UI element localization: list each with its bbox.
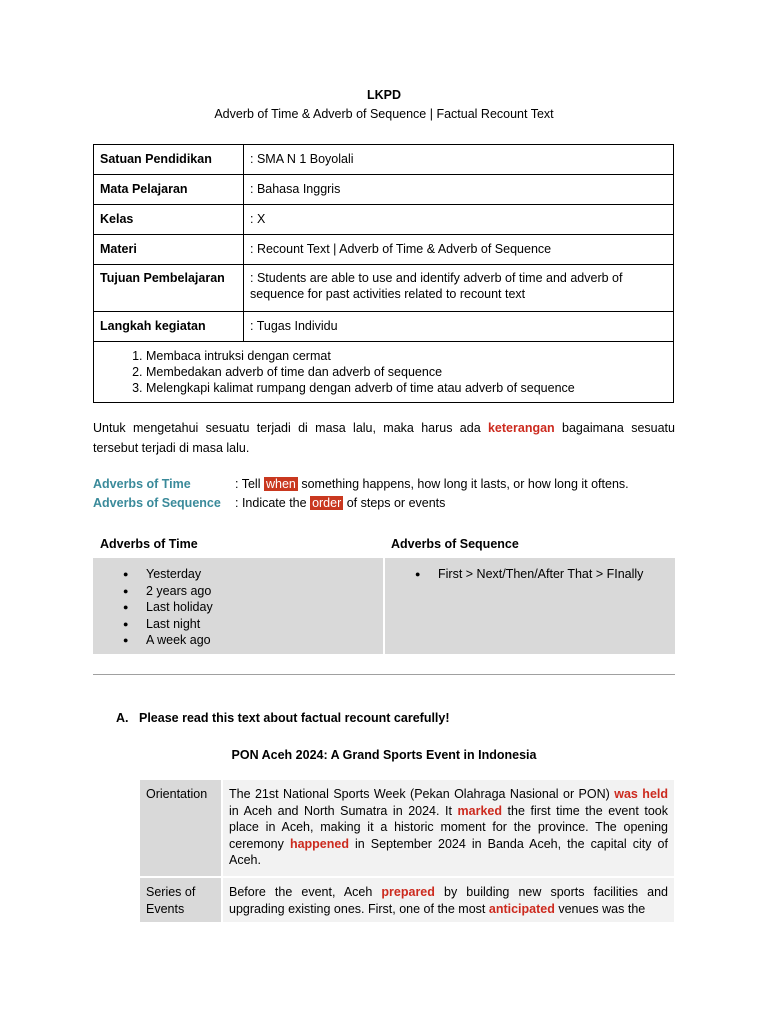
- row-key: Kelas: [94, 205, 244, 235]
- definition-time: [93, 474, 693, 494]
- time-column: [93, 558, 383, 654]
- recount-text: The 21st National Sports Week (Pekan Olahraga Nasional or PON): [229, 787, 610, 801]
- keyword-highlight: order: [312, 496, 342, 510]
- verb-highlight: was held: [614, 787, 669, 801]
- text-title: PON Aceh 2024: A Grand Sports Event in Indonesia: [231, 748, 537, 762]
- verb-highlight: marked: [457, 803, 502, 818]
- list-item: ● Last holiday: [93, 599, 383, 616]
- row-value: : SMA N 1 Boyolali: [244, 145, 674, 175]
- verb-highlight: happened: [289, 836, 349, 851]
- row-value: : Students are able to use and identify adverb of time and adverb of sequence for past activities related to recount text: [244, 265, 674, 312]
- recount-text: in September 2024 in Banda Aceh, the capital city of Aceh.: [229, 836, 668, 867]
- section-marker: A.: [116, 711, 129, 725]
- table-row: [94, 312, 674, 342]
- list-item: 2. Membedakan adverb of time dan adverb of sequence: [146, 364, 667, 380]
- list-item: 1. Membaca intruksi dengan cermat: [146, 348, 667, 364]
- definition-prefix: : Indicate the: [235, 496, 307, 510]
- recount-text: Before the event, Aceh: [229, 885, 373, 899]
- table-row: [94, 235, 674, 265]
- events-text: [223, 878, 674, 922]
- row-key: Langkah kegiatan: [94, 312, 244, 342]
- page-title: LKPD: [366, 88, 402, 102]
- page-subtitle: Adverb of Time & Adverb of Sequence | Factual Recount Text: [214, 107, 554, 121]
- orientation-text: [223, 780, 674, 876]
- sequence-list: [385, 566, 675, 583]
- intro-text: bagaimana sesuatu tersebut terjadi di masa lalu.: [93, 421, 675, 455]
- row-value: : Recount Text | Adverb of Time & Adverb of Sequence: [244, 235, 674, 265]
- section-instruction: Please read this text about factual recount carefully!: [139, 711, 450, 725]
- keyword-highlight: when: [265, 477, 296, 491]
- divider: [93, 674, 675, 675]
- definition-prefix: : Tell: [235, 477, 261, 491]
- row-value: : Bahasa Inggris: [244, 175, 674, 205]
- adverbs-table: [93, 558, 675, 654]
- sequence-column-header: Adverbs of Sequence: [391, 537, 519, 551]
- definition-label: Adverbs of Sequence: [93, 496, 221, 510]
- table-row-steps: [94, 342, 674, 403]
- list-item: ● Last night: [93, 616, 383, 633]
- intro-highlight: keterangan: [487, 421, 555, 435]
- list-item: 3. Melengkapi kalimat rumpang dengan adverb of time atau adverb of sequence: [146, 380, 667, 396]
- recount-text: the first time the event took place in Aceh, making it a historic moment for the province. The opening ceremony: [229, 803, 668, 851]
- time-list: [93, 566, 383, 649]
- sequence-column: [385, 558, 675, 654]
- list-item: ● First > Next/Then/After That > FInally: [385, 566, 675, 583]
- definition-sequence: [93, 493, 693, 513]
- table-row: [94, 205, 674, 235]
- intro-paragraph: [93, 418, 675, 458]
- list-item: ● 2 years ago: [93, 583, 383, 600]
- row-value: : Tugas Individu: [244, 312, 674, 342]
- table-row: [94, 265, 674, 312]
- row-key: Satuan Pendidikan: [94, 145, 244, 175]
- row-key: Materi: [94, 235, 244, 265]
- definition-suffix: something happens, how long it lasts, or how long it oftens.: [301, 477, 629, 491]
- table-row: [94, 175, 674, 205]
- steps-list: [100, 348, 667, 396]
- verb-highlight: prepared: [381, 885, 435, 899]
- row-key: Mata Pelajaran: [94, 175, 244, 205]
- definition-label: Adverbs of Time: [93, 477, 191, 491]
- table-row: [94, 145, 674, 175]
- info-table: [93, 144, 674, 403]
- verb-highlight: anticipated: [488, 901, 555, 916]
- list-item: ● A week ago: [93, 632, 383, 649]
- recount-text: by building new sports facilities and upgrading existing ones. First, one of the most: [229, 885, 668, 916]
- intro-text: Untuk mengetahui sesuatu terjadi di masa lalu, maka harus ada: [93, 421, 481, 435]
- time-column-header: Adverbs of Time: [100, 537, 198, 551]
- definition-suffix: of steps or events: [346, 496, 446, 510]
- steps-cell: [94, 342, 674, 403]
- recount-text: in Aceh and North Sumatra in 2024. It: [229, 803, 452, 818]
- recount-text: venues was the: [558, 901, 646, 916]
- orientation-label: Orientation: [140, 780, 221, 876]
- row-key: Tujuan Pembelajaran: [94, 265, 244, 312]
- events-label: Series of Events: [140, 878, 221, 922]
- list-item: ● Yesterday: [93, 566, 383, 583]
- row-value: : X: [244, 205, 674, 235]
